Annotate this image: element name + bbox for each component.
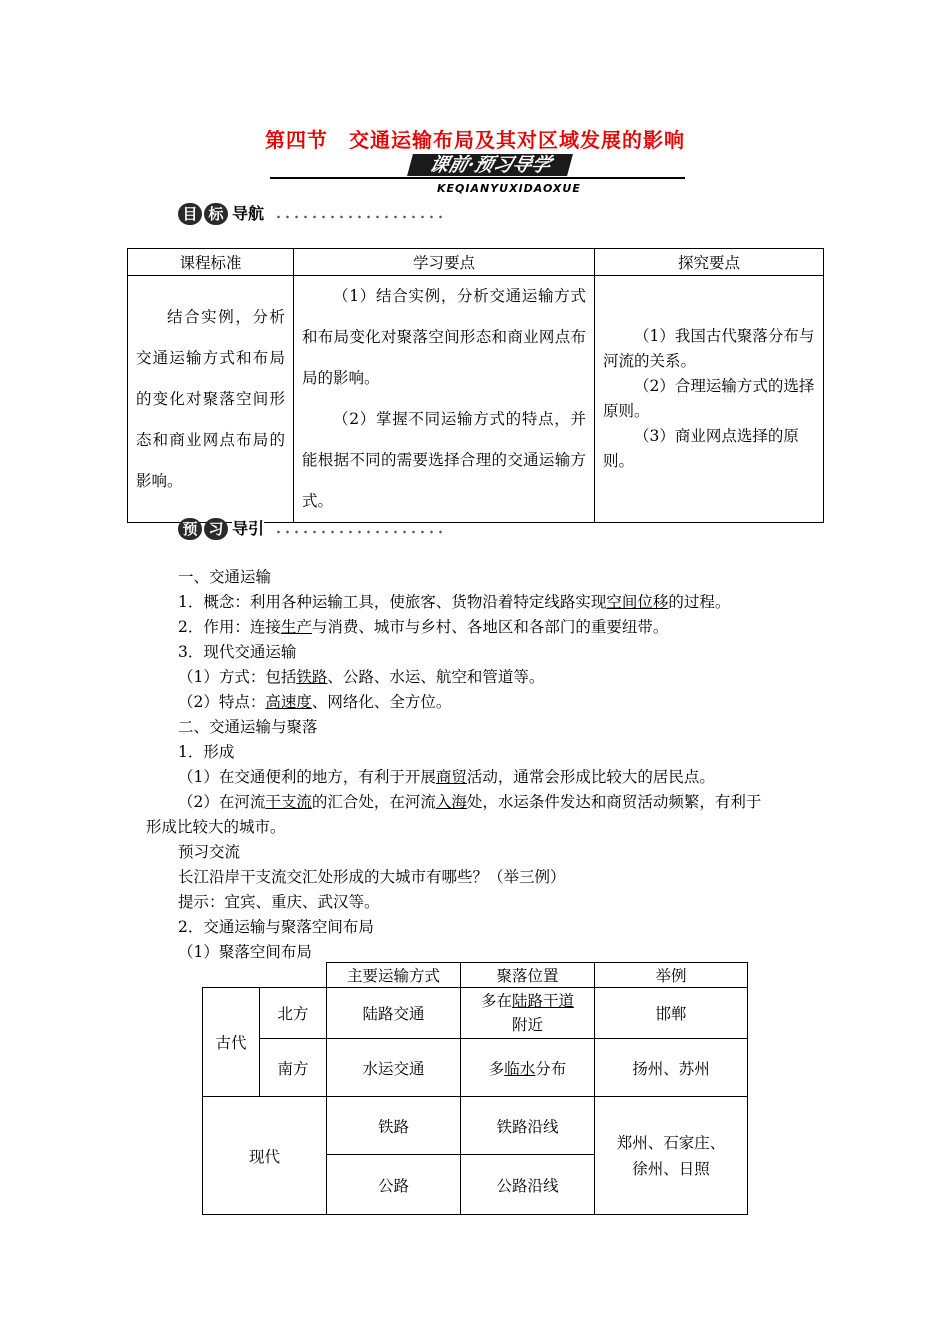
heading-transport: 一、交通运输 [178, 568, 272, 586]
line-concept [178, 590, 818, 615]
modern-mode-rail: 铁路 [327, 1097, 461, 1155]
line-hint: 提示：宜宾、重庆、武汉等。 [178, 893, 380, 911]
line-modes [178, 665, 818, 690]
text: 、公路、水运、航空和管道等。 [327, 668, 545, 686]
line-question: 长江沿岸干支流交汇处形成的大城市有哪些？（举三例） [178, 868, 566, 886]
badge-char: 标 [204, 203, 228, 225]
text: （2）特点： [178, 693, 266, 711]
standards-table [127, 248, 824, 523]
badge-char: 习 [204, 518, 228, 540]
header-mode: 主要运输方式 [327, 963, 461, 988]
south-position [461, 1039, 595, 1097]
text: 1．概念：利用各种运输工具，使旅客、货物沿着特定线路实现 [178, 593, 607, 611]
modern-mode-road: 公路 [327, 1155, 461, 1215]
line-features [178, 690, 818, 715]
era-ancient: 古代 [203, 988, 260, 1097]
text: 的汇合处，在河流 [311, 793, 436, 811]
explore-cell [595, 276, 824, 523]
south-example: 扬州、苏州 [595, 1039, 748, 1097]
line-layout-1: （1）聚落空间布局 [178, 943, 312, 961]
dotted-divider [274, 215, 444, 219]
settlement-layout-table [202, 962, 748, 1215]
banner-subtitle: KEQIANYUXIDAOXUE [437, 182, 581, 195]
header-example: 举例 [595, 963, 748, 988]
line-modern: 3．现代交通运输 [178, 643, 297, 661]
text: 的过程。 [668, 593, 731, 611]
explore-point-2: （2）合理运输方式的选择原则。 [603, 377, 815, 420]
text: 分布 [535, 1059, 567, 1078]
text: 多 [488, 1059, 505, 1078]
header-key-points: 学习要点 [294, 249, 595, 276]
region-north: 北方 [260, 988, 327, 1039]
text: 2．作用：连接 [178, 618, 281, 636]
line-layout: 2．交通运输与聚落空间布局 [178, 918, 374, 936]
text: 活动，通常会形成比较大的居民点。 [466, 768, 715, 786]
era-modern: 现代 [203, 1097, 327, 1215]
line-role [178, 615, 818, 640]
key-point-1: （1）结合实例，分析交通运输方式和布局变化对聚落空间形态和商业网点布局的影响。 [302, 287, 586, 387]
text: 附近 [511, 1016, 543, 1034]
text: 与消费、城市与乡村、各地区和各部门的重要纽带。 [311, 618, 669, 636]
north-mode: 陆路交通 [327, 988, 461, 1039]
blank-answer: 高速度 [265, 693, 312, 711]
standard-cell: 结合实例，分析交通运输方式和布局的变化对聚落空间形态和商业网点布局的影响。 [128, 276, 294, 523]
line-formation-2-cont: 形成比较大的城市。 [146, 818, 286, 836]
south-mode: 水运交通 [327, 1039, 461, 1097]
section-label: 导航 [232, 204, 265, 223]
corner-cell [203, 963, 327, 988]
dotted-divider [274, 530, 444, 534]
section-label: 导引 [232, 519, 265, 538]
text: 徐州、日照 [632, 1159, 710, 1178]
line-formation-2 [178, 790, 818, 815]
header-standard: 课程标准 [128, 249, 294, 276]
modern-example [595, 1097, 748, 1215]
page-title: 第四节 交通运输布局及其对区域发展的影响 [265, 128, 685, 152]
north-example: 邯郸 [595, 988, 748, 1039]
line-preview-exchange: 预习交流 [178, 843, 241, 861]
blank-answer: 干支流 [265, 793, 312, 811]
section-heading-goals [178, 202, 444, 226]
text: （1）方式：包括 [178, 668, 297, 686]
section-heading-preview [178, 517, 444, 541]
header-position: 聚落位置 [461, 963, 595, 988]
text: （2）在河流 [178, 793, 266, 811]
explore-point-3: （3）商业网点选择的原则。 [603, 427, 799, 470]
badge-char: 预 [178, 518, 202, 540]
key-points-cell [294, 276, 595, 523]
text: 处，水运条件发达和商贸活动频繁，有利于 [466, 793, 762, 811]
preview-body [146, 565, 818, 965]
blank-answer: 生产 [280, 618, 312, 636]
line-formation: 1．形成 [178, 743, 235, 761]
badge-char: 目 [178, 203, 202, 225]
header-explore: 探究要点 [595, 249, 824, 276]
text: （1）在交通便利的地方，有利于开展 [178, 768, 436, 786]
section-banner: 课前·预习导学 [407, 154, 573, 176]
blank-answer: 商贸 [435, 768, 467, 786]
north-position [461, 988, 595, 1039]
blank-answer: 空间位移 [606, 593, 669, 611]
banner-rule [270, 177, 685, 179]
explore-point-1: （1）我国古代聚落分布与河流的关系。 [603, 327, 815, 370]
heading-settlement: 二、交通运输与聚落 [178, 718, 318, 736]
text: 、网络化、全方位。 [311, 693, 452, 711]
text: 多在 [480, 992, 512, 1010]
key-point-2: （2）掌握不同运输方式的特点，并能根据不同的需要选择合理的交通运输方式。 [302, 410, 586, 510]
region-south: 南方 [260, 1039, 327, 1097]
blank-answer: 铁路 [296, 668, 328, 686]
blank-answer: 陆路干道 [512, 992, 575, 1010]
modern-position-road: 公路沿线 [461, 1155, 595, 1215]
blank-answer: 入海 [435, 793, 467, 811]
line-formation-1 [178, 765, 818, 790]
text: 郑州、石家庄、 [616, 1133, 726, 1152]
modern-position-rail: 铁路沿线 [461, 1097, 595, 1155]
blank-answer: 临水 [504, 1059, 536, 1078]
